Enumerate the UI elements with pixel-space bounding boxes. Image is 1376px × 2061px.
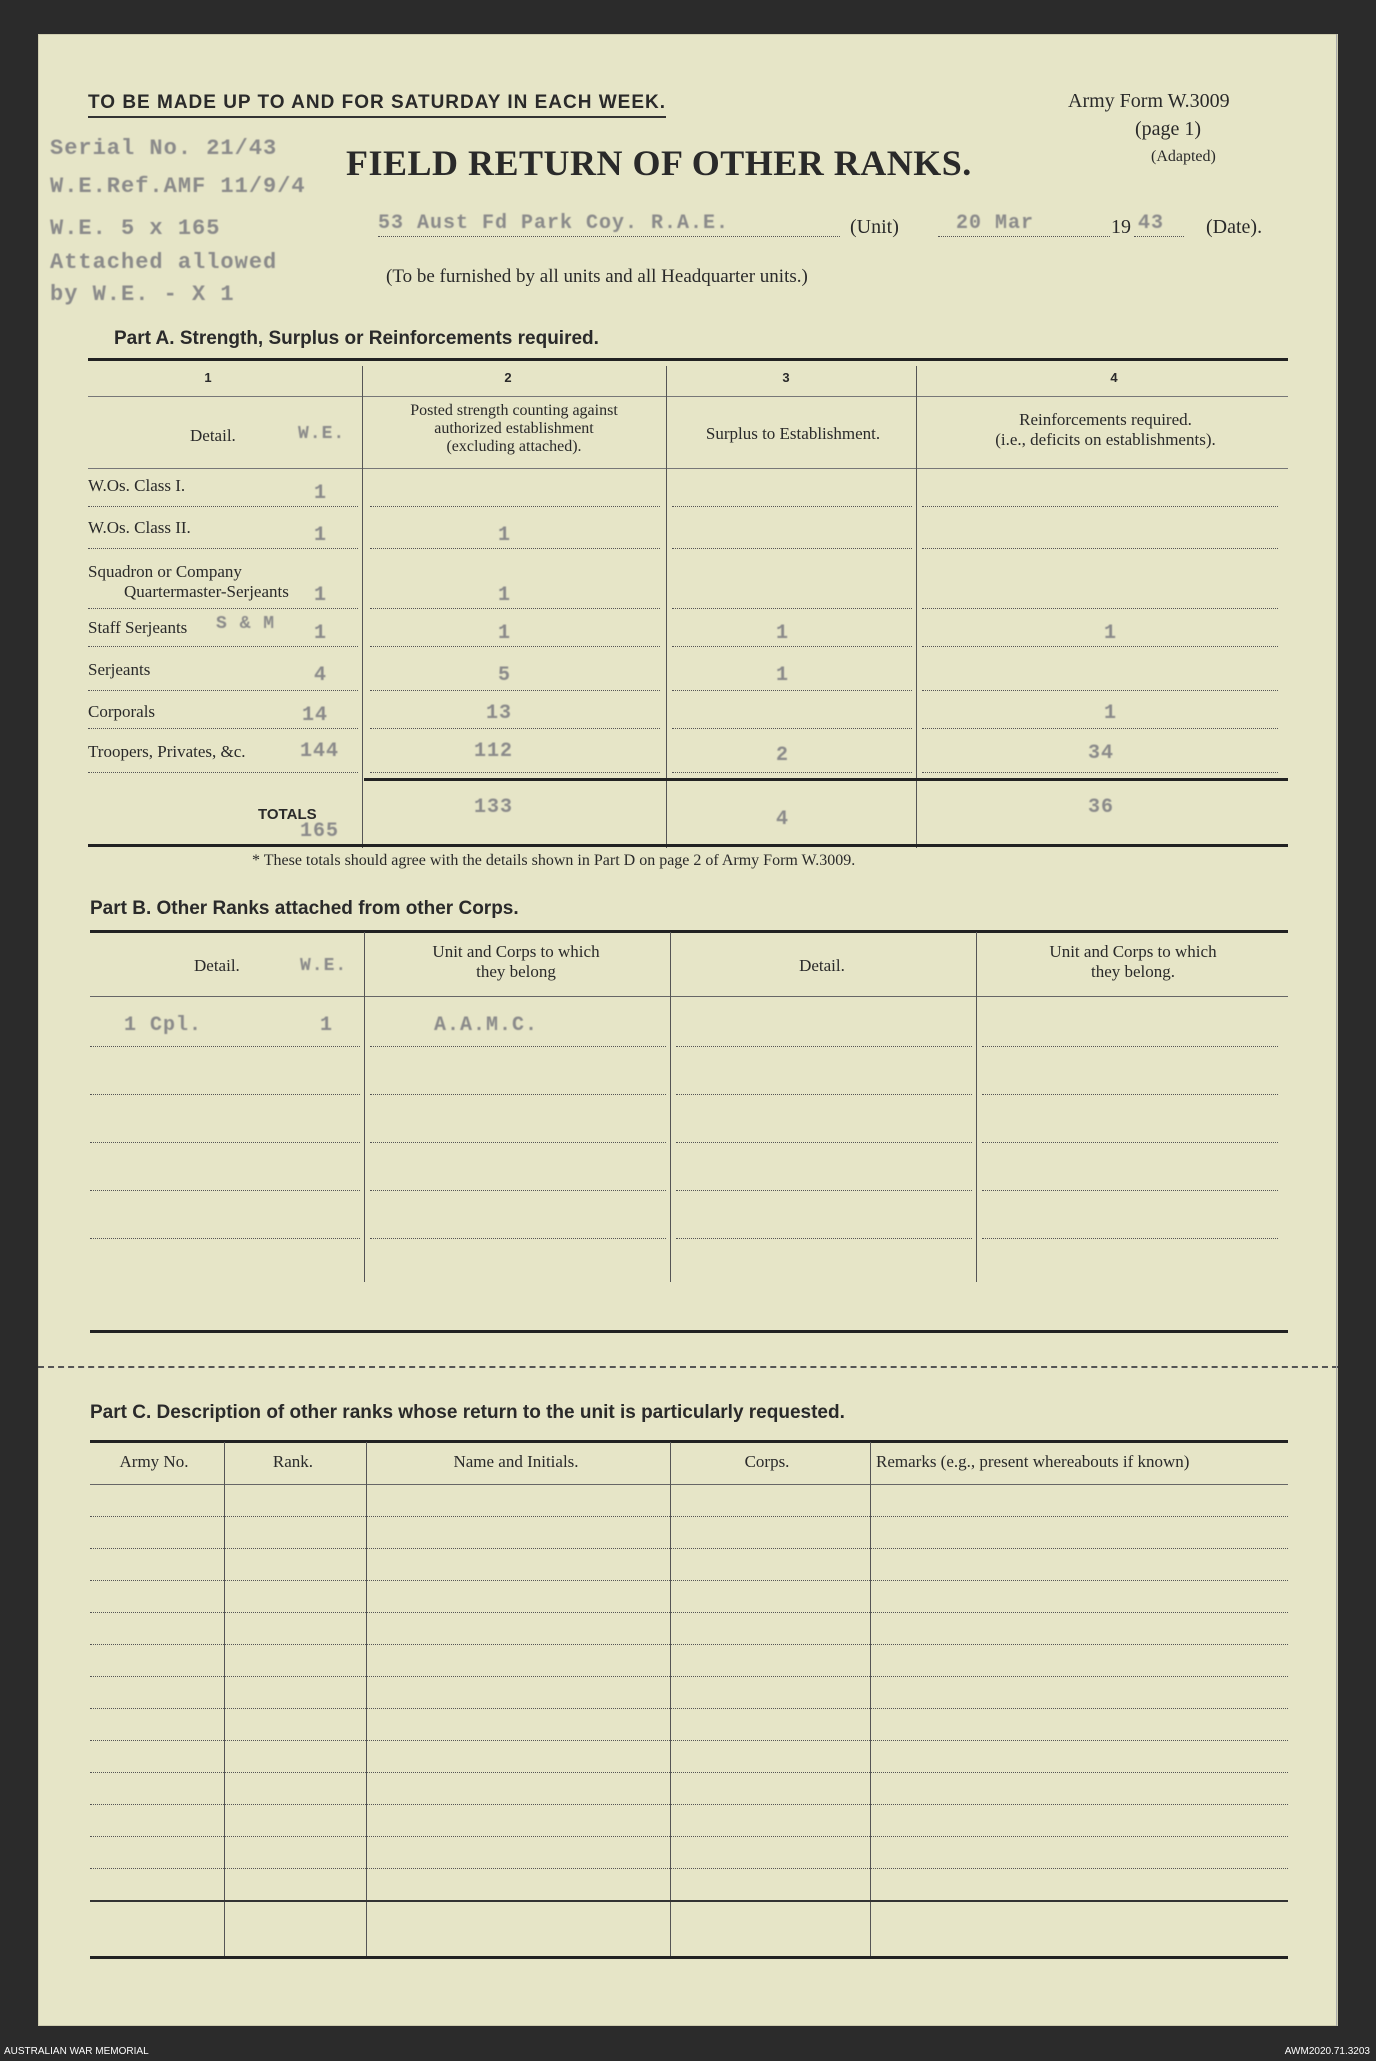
unit-label: (Unit) (850, 216, 899, 238)
adapted-note: (Adapted) (1151, 148, 1216, 165)
row-we-wo1: 1 (314, 482, 328, 505)
row-we-staff-serjeants: 1 (314, 622, 328, 645)
part-b-entry-we: 1 (320, 1014, 334, 1037)
part-b-heading: Part B. Other Ranks attached from other Corps. (90, 898, 519, 919)
row-posted-serjeants: 5 (498, 664, 512, 687)
part-b-unit2-header: Unit and Corps to which they belong. (1049, 942, 1217, 981)
page-title: FIELD RETURN OF OTHER RANKS. (346, 143, 972, 183)
row-we-privates: 144 (300, 740, 340, 763)
date-value: 20 Mar (956, 212, 1035, 235)
part-a-footnote: * These totals should agree with the details shown in Part D on page 2 of Army Form W.3009. (252, 852, 856, 869)
row-reinf-corporals: 1 (1104, 702, 1118, 725)
row-extra-staff-serjeants: S & M (216, 614, 276, 634)
furnish-note: (To be furnished by all units and all Headquarter units.) (386, 266, 808, 287)
header-we: W.E. (298, 424, 346, 444)
part-b-entry-detail: 1 Cpl. (124, 1014, 203, 1037)
header-detail: Detail. (190, 426, 236, 445)
row-label-wo2: W.Os. Class II. (88, 518, 191, 537)
totals-we: 165 (300, 820, 340, 843)
row-label-privates: Troopers, Privates, &c. (88, 742, 246, 761)
row-posted-cqms: 1 (498, 584, 512, 607)
date-label: (Date). (1206, 216, 1263, 238)
part-b-unit-header: Unit and Corps to which they belong (432, 942, 600, 981)
part-c-col-name: Name and Initials. (453, 1452, 579, 1471)
footer-source: AUSTRALIAN WAR MEMORIAL (4, 2046, 149, 2057)
col-number-4: 4 (1110, 370, 1118, 385)
col-number-1: 1 (204, 370, 212, 385)
row-surplus-privates: 2 (776, 744, 790, 767)
row-label-staff-serjeants: Staff Serjeants (88, 618, 188, 637)
row-label-wo1: W.Os. Class I. (88, 476, 186, 495)
part-b-detail2-header: Detail. (799, 956, 845, 975)
serial-number: Serial No. 21/43 (50, 136, 278, 161)
col-number-3: 3 (782, 370, 790, 385)
row-posted-privates: 112 (474, 740, 514, 763)
row-we-corporals: 14 (302, 704, 329, 727)
row-label-cqms: Squadron or Company Quartermaster-Serjeants (88, 562, 289, 601)
year-suffix: 43 (1138, 212, 1165, 235)
attached-allowed: Attached allowed (50, 250, 278, 275)
we-reference: W.E.Ref.AMF 11/9/4 (50, 174, 306, 199)
form-page (38, 34, 1338, 2026)
header-reinforcements: Reinforcements required. (i.e., deficits on establishments). (995, 410, 1216, 449)
part-c-col-corps: Corps. (744, 1452, 790, 1471)
part-b-entry-unit: A.A.M.C. (434, 1014, 539, 1037)
totals-surplus: 4 (776, 808, 790, 831)
row-surplus-serjeants: 1 (776, 664, 790, 687)
unit-value: 53 Aust Fd Park Coy. R.A.E. (378, 212, 730, 235)
form-id: Army Form W.3009 (1068, 90, 1230, 112)
row-we-serjeants: 4 (314, 664, 328, 687)
row-reinf-privates: 34 (1088, 742, 1115, 765)
part-a-heading: Part A. Strength, Surplus or Reinforcements required. (114, 328, 599, 349)
row-label-corporals: Corporals (88, 702, 156, 721)
totals-posted: 133 (474, 796, 514, 819)
row-posted-wo2: 1 (498, 524, 512, 547)
header-posted: Posted strength counting against authorized establishment (excluding attached). (410, 402, 618, 455)
part-c-col-rank: Rank. (272, 1452, 314, 1471)
instruction-text: TO BE MADE UP TO AND FOR SATURDAY IN EACH WEEK. (88, 92, 666, 118)
header-surplus: Surplus to Establishment. (705, 424, 881, 443)
page-note: (page 1) (1135, 118, 1202, 140)
col-number-2: 2 (504, 370, 512, 385)
row-surplus-staff-serjeants: 1 (776, 622, 790, 645)
year-prefix: 19 (1111, 216, 1131, 238)
part-b-detail-header: Detail. (194, 956, 240, 975)
part-c-heading: Part C. Description of other ranks whose return to the unit is particularly requested. (90, 1402, 845, 1423)
by-we: by W.E. - X 1 (50, 282, 235, 307)
totals-reinf: 36 (1088, 796, 1115, 819)
row-we-wo2: 1 (314, 524, 328, 547)
row-posted-corporals: 13 (486, 702, 513, 725)
row-we-cqms: 1 (314, 584, 328, 607)
row-label-serjeants: Serjeants (88, 660, 151, 679)
part-c-col-remarks: Remarks (e.g., present whereabouts if known) (876, 1452, 1190, 1471)
part-b-we-header: W.E. (300, 956, 348, 976)
we-establishment: W.E. 5 x 165 (50, 216, 221, 241)
totals-label: TOTALS (258, 806, 317, 823)
footer-reference: AWM2020.71.3203 (1284, 2046, 1370, 2057)
part-c-col-army-no: Army No. (119, 1452, 189, 1471)
row-posted-staff-serjeants: 1 (498, 622, 512, 645)
row-reinf-staff-serjeants: 1 (1104, 622, 1118, 645)
